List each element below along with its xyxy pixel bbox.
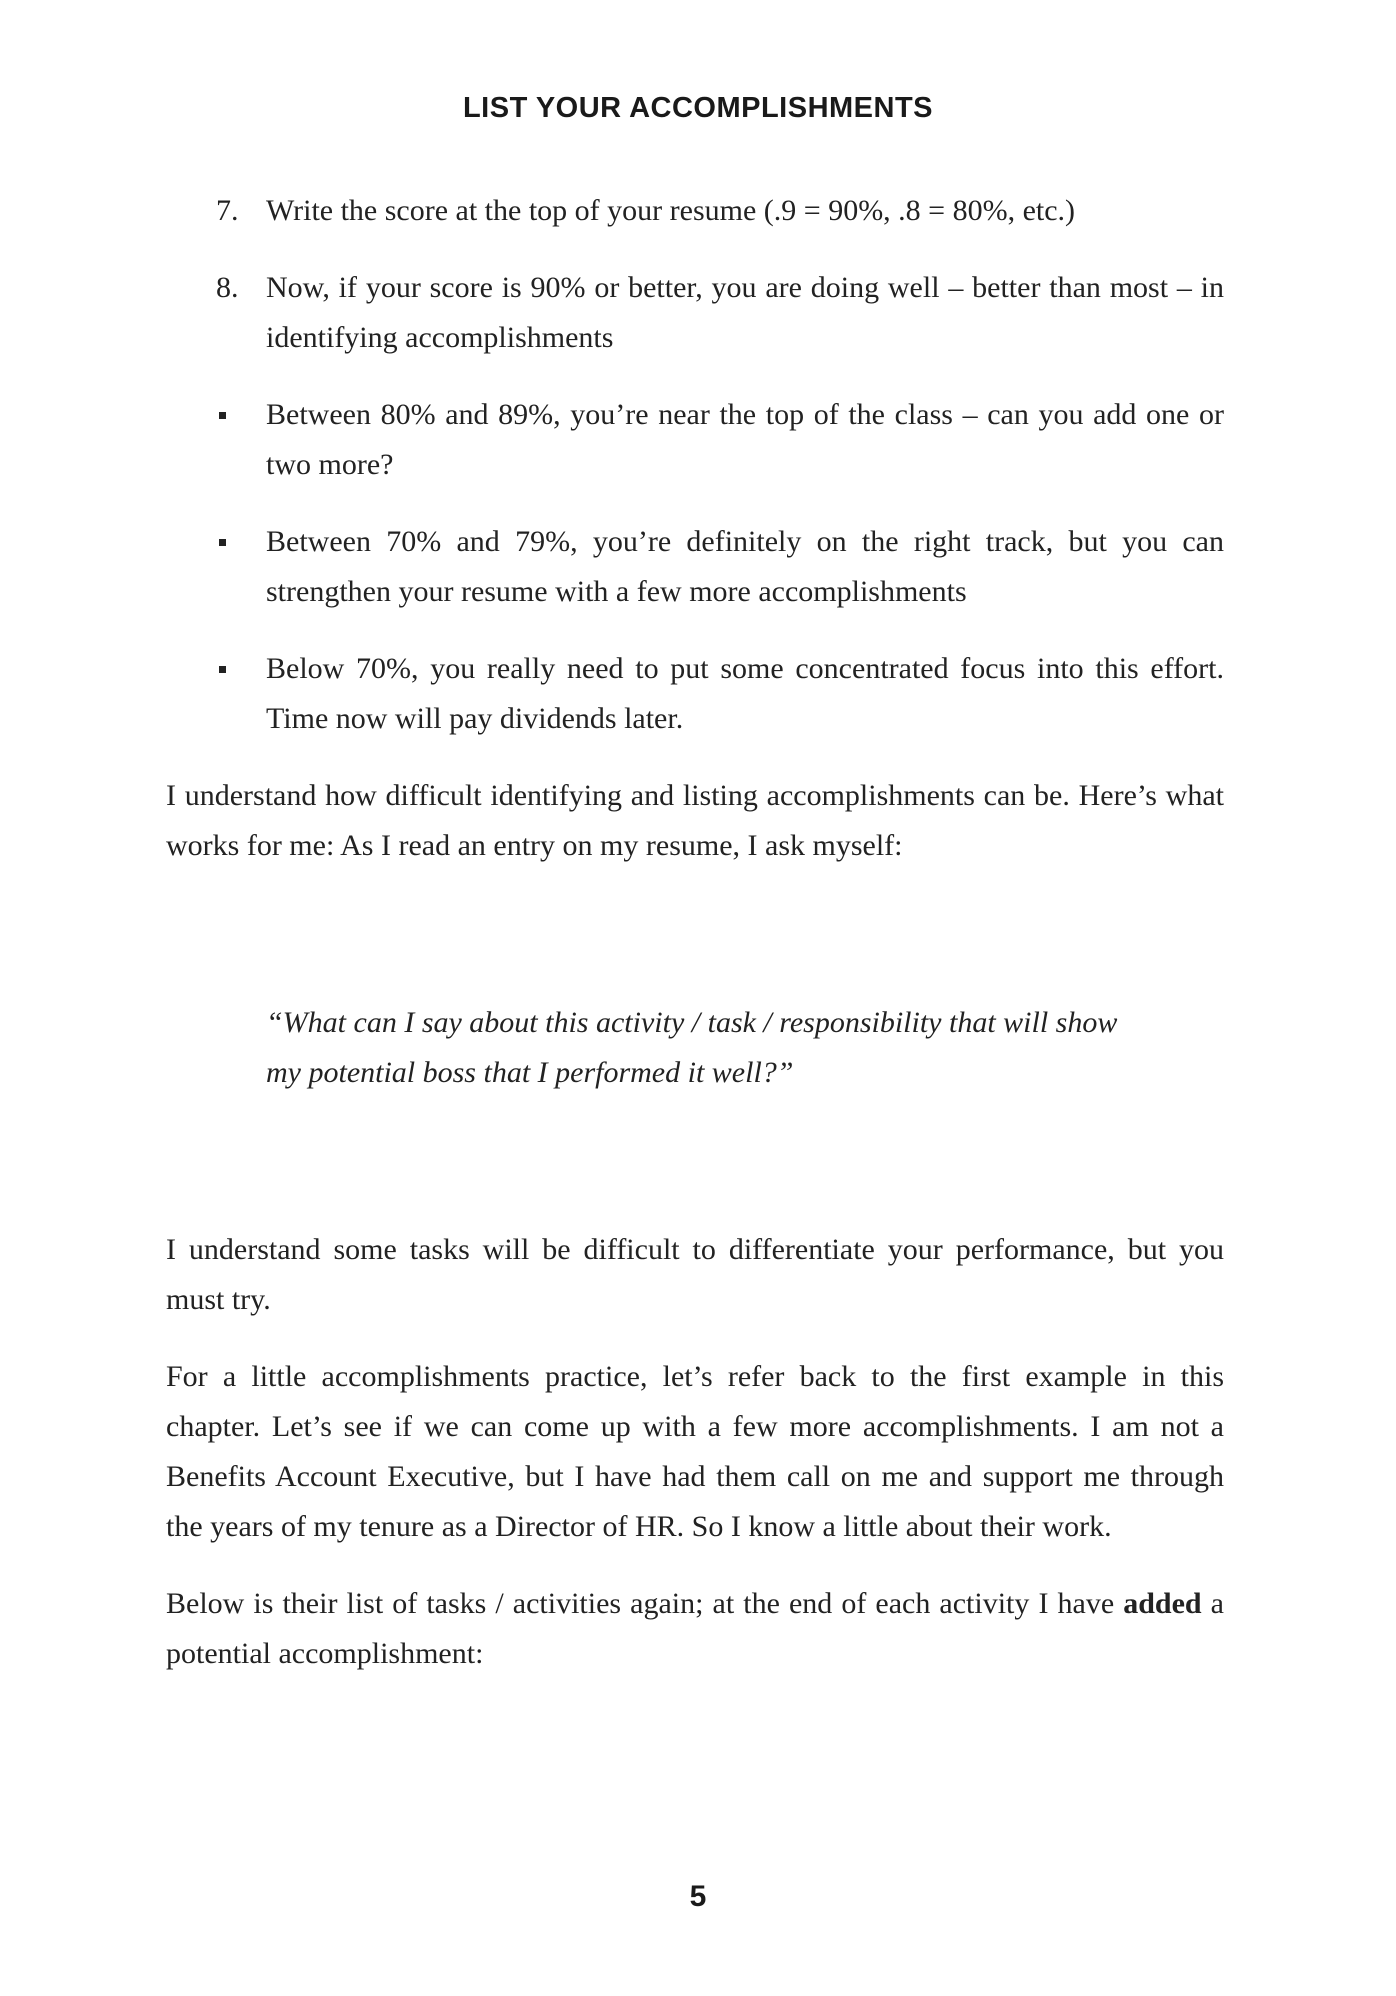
- paragraph-differentiate: I understand some tasks will be difficult to differentiate your performance, but you must try.: [166, 1233, 1224, 1316]
- bullet-item: [166, 644, 1224, 744]
- list-number: 8.: [216, 271, 239, 304]
- paragraph-practice: For a little accomplishments practice, let’s refer back to the first example in this chapter. Let’s see if we can come up with a few more accomplishments. I am not a Benefits Account Executive, but I have had them call on me and support me through the years of my tenure as a Director of HR. So I know a little about their work.: [166, 1360, 1224, 1543]
- list-number: 7.: [216, 194, 239, 227]
- bullet-item: [166, 390, 1224, 490]
- numbered-item-8: [166, 263, 1224, 363]
- bullet-item-text: Between 70% and 79%, you’re definitely on the right track, but you can strengthen your resume with a few more accomplishments: [266, 525, 1224, 608]
- page-title: LIST YOUR ACCOMPLISHMENTS: [462, 92, 934, 124]
- page-body: [166, 186, 1224, 1706]
- square-bullet-icon: [219, 666, 226, 673]
- block-quote: “What can I say about this activity / task / responsibility that will show my potential boss that I performed it well?”: [266, 1006, 1118, 1089]
- bullet-item-text: Below 70%, you really need to put some concentrated focus into this effort. Time now will pay dividends later.: [266, 652, 1224, 735]
- numbered-item-7: [166, 186, 1224, 236]
- square-bullet-icon: [219, 539, 226, 546]
- paragraph-text: a potential accomplishment:: [166, 1587, 1224, 1670]
- list-item-text: Now, if your score is 90% or better, you are doing well – better than most – in identifying accomplishments: [266, 271, 1224, 354]
- paragraph-below-list: [166, 1579, 1224, 1679]
- square-bullet-icon: [219, 412, 226, 419]
- paragraph-intro: I understand how difficult identifying and listing accomplishments can be. Here’s what works for me: As I read an entry on my resume, I ask myself:: [166, 779, 1224, 862]
- paragraph-text: Below is their list of tasks / activities again; at the end of each activity I have: [166, 1587, 1124, 1620]
- bullet-item-text: Between 80% and 89%, you’re near the top of the class – can you add one or two more?: [266, 398, 1224, 481]
- bullet-item: [166, 517, 1224, 617]
- bold-word: added: [1123, 1587, 1202, 1620]
- page-number: 5: [689, 1880, 707, 1913]
- list-item-text: Write the score at the top of your resume (.9 = 90%, .8 = 80%, etc.): [266, 194, 1076, 227]
